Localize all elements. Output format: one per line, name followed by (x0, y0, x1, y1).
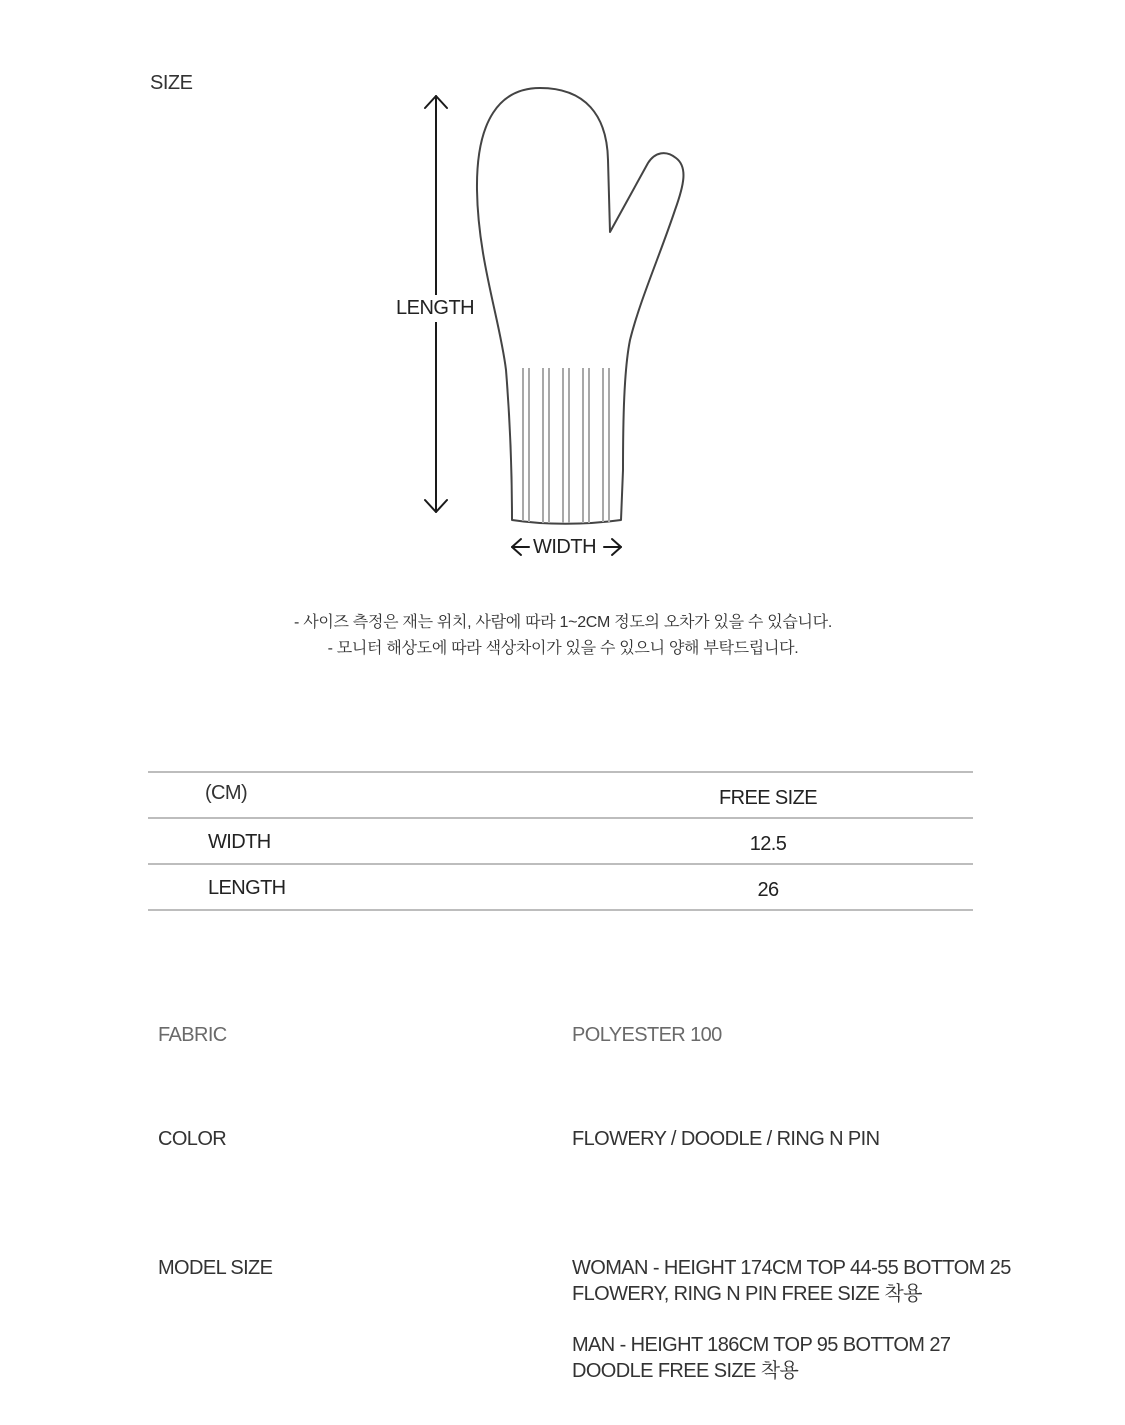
size-table (148, 771, 973, 911)
note-line: - 사이즈 측정은 재는 위치, 사람에 따라 1~2CM 정도의 오차가 있을 수 있습니다. (294, 614, 832, 631)
table-row (148, 817, 973, 863)
note-line: - 모니터 해상도에 따라 색상차이가 있을 수 있으니 양해 부탁드립니다. (327, 640, 799, 657)
model-size-value (572, 1255, 1011, 1384)
model-woman-worn: FLOWERY, RING N PIN FREE SIZE 착용 (572, 1283, 922, 1305)
section-title-size: SIZE (150, 72, 193, 94)
length-label: LENGTH (396, 295, 474, 322)
model-woman (572, 1255, 1011, 1307)
glove-outline-icon (477, 88, 684, 524)
size-header: FREE SIZE (719, 787, 817, 809)
color-value: FLOWERY / DOODLE / RING N PIN (572, 1128, 880, 1150)
row-label: LENGTH (208, 877, 286, 899)
row-value: 26 (757, 879, 779, 901)
table-row (148, 863, 973, 911)
width-label: WIDTH (533, 536, 597, 558)
fabric-value: POLYESTER 100 (572, 1024, 722, 1046)
row-label: WIDTH (208, 831, 271, 853)
measurement-notes (0, 610, 1125, 662)
model-man-worn: DOODLE FREE SIZE 착용 (572, 1360, 799, 1382)
unit-header: (CM) (205, 782, 248, 804)
row-value: 12.5 (749, 833, 787, 855)
model-man-measurements: MAN - HEIGHT 186CM TOP 95 BOTTOM 27 (572, 1334, 951, 1356)
model-size-label: MODEL SIZE (158, 1257, 273, 1279)
model-woman-measurements: WOMAN - HEIGHT 174CM TOP 44-55 BOTTOM 25 (572, 1257, 1011, 1279)
table-header-row (148, 771, 973, 817)
color-label: COLOR (158, 1128, 227, 1150)
fabric-label: FABRIC (158, 1024, 227, 1046)
size-diagram (0, 0, 1125, 580)
model-man (572, 1332, 1011, 1384)
